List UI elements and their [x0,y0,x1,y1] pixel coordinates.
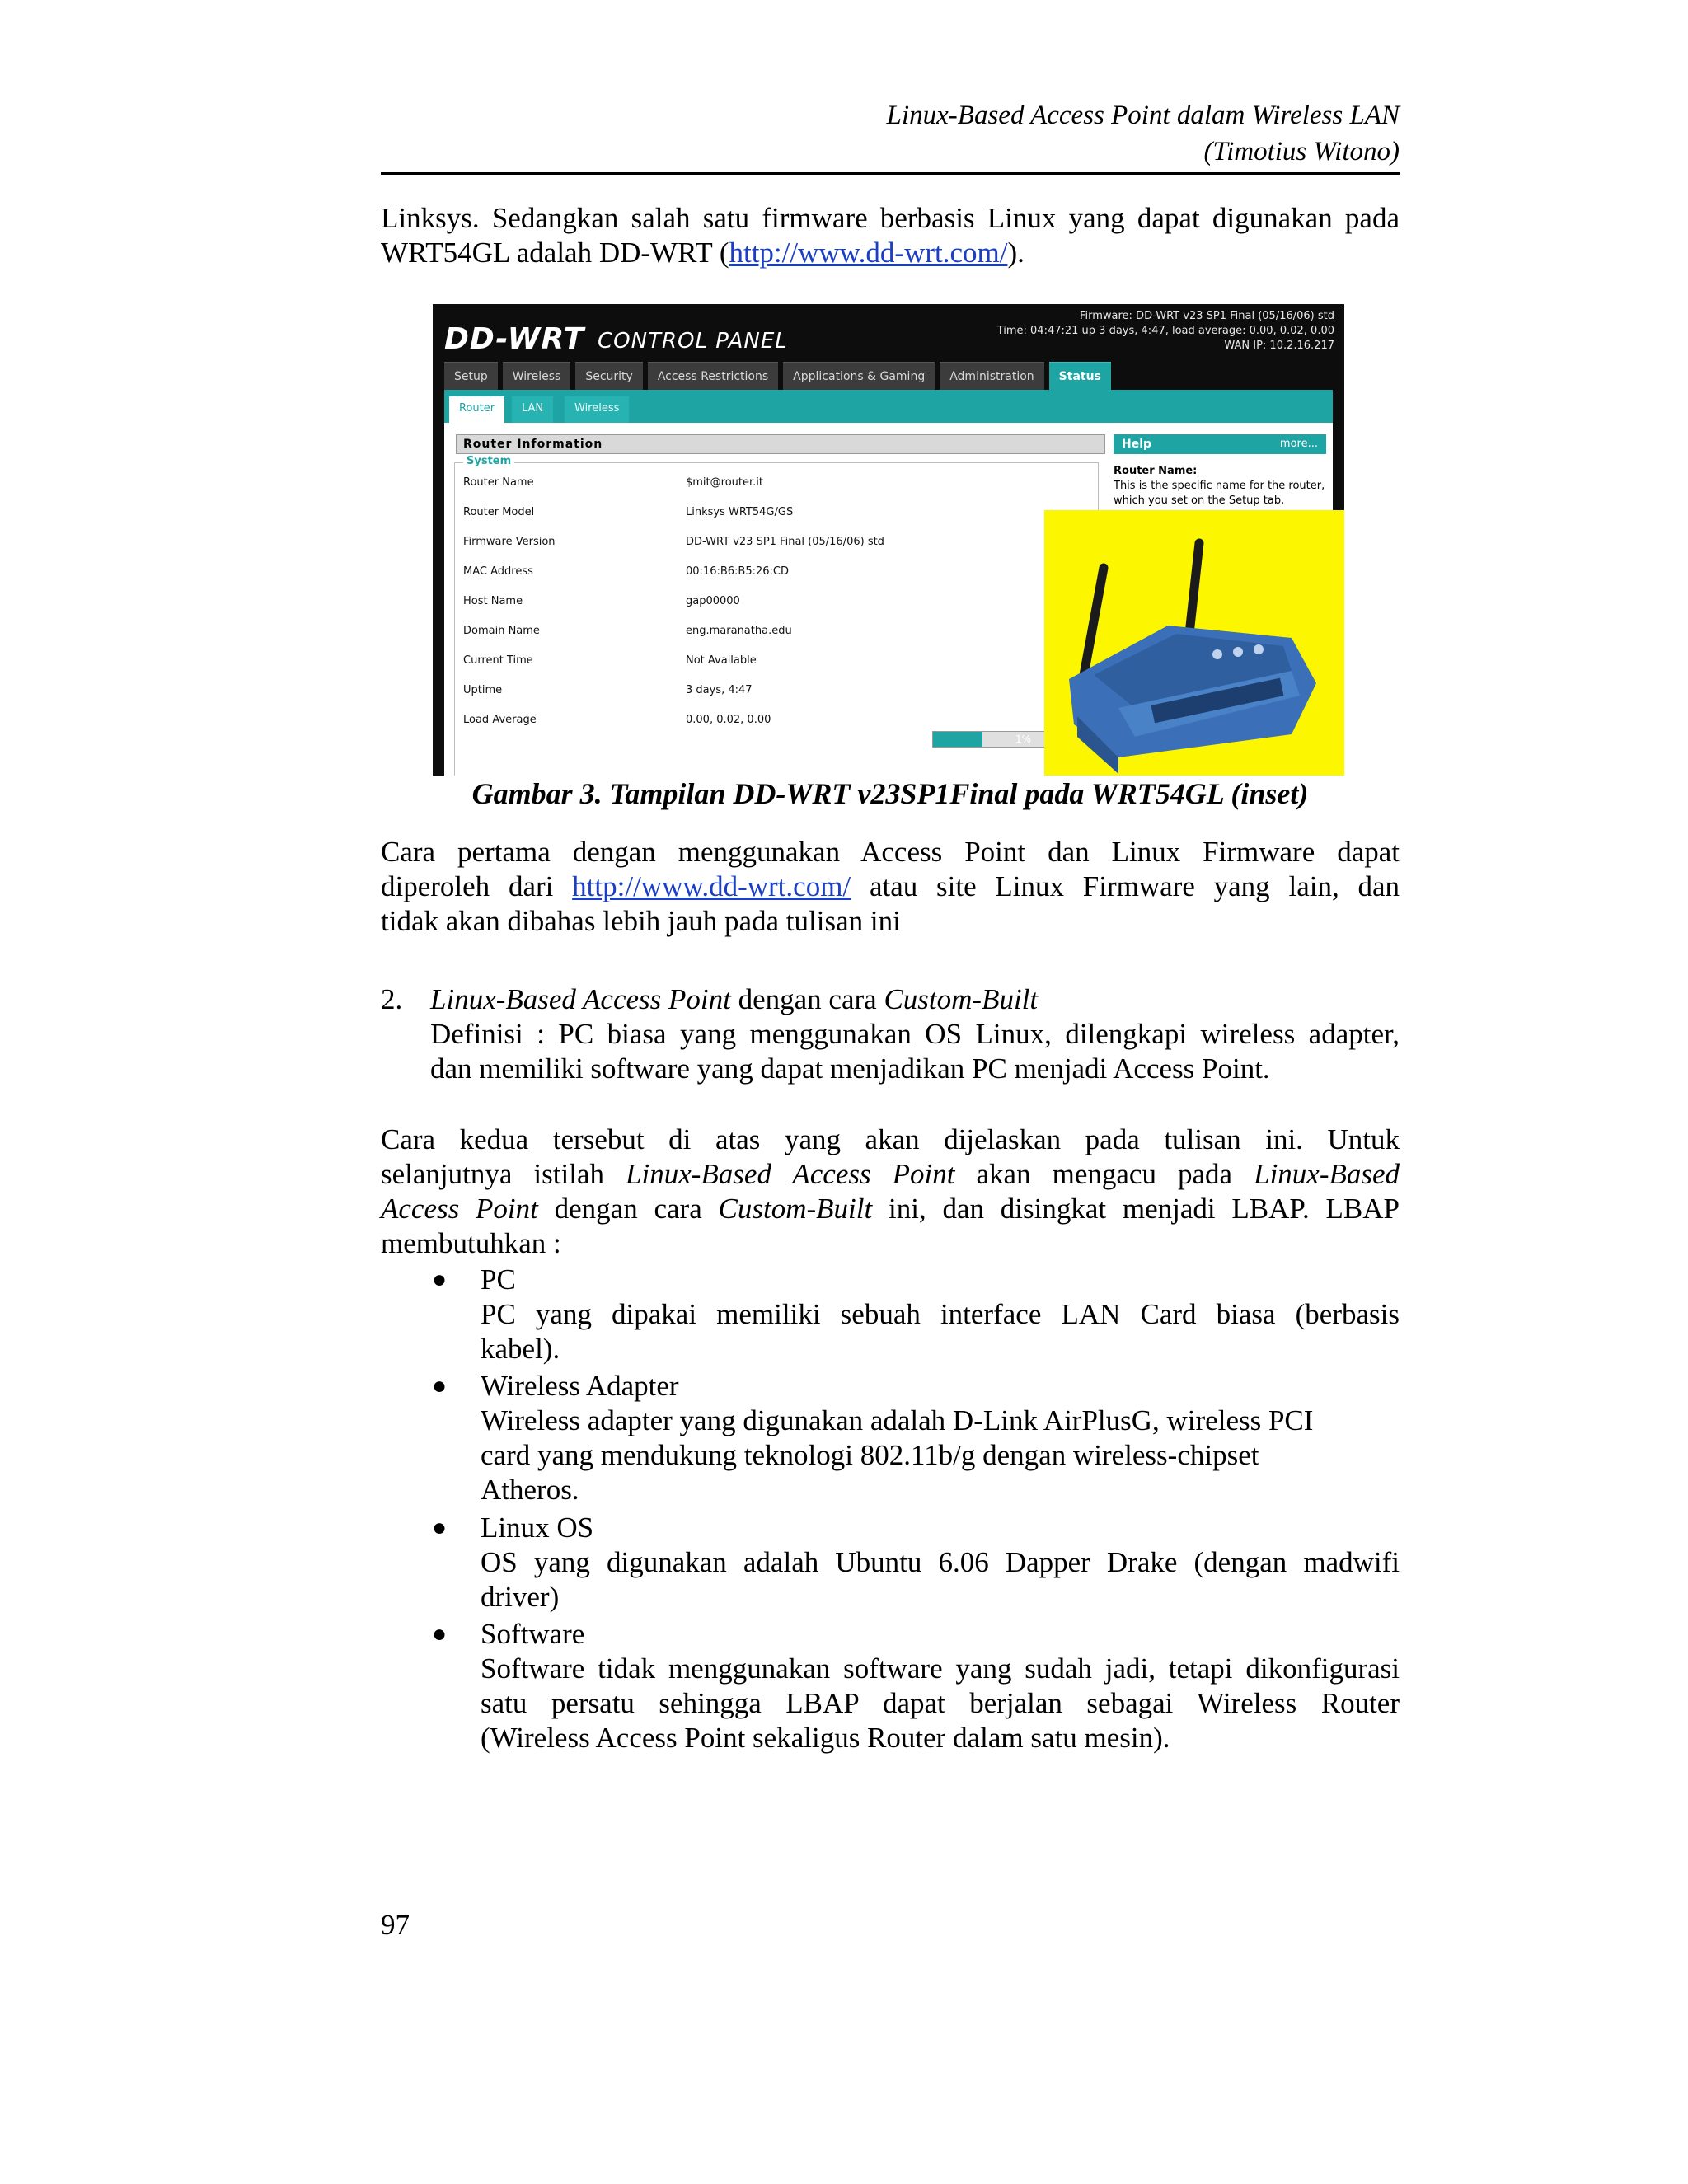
help-header [1114,434,1326,454]
system-fieldset [454,455,1099,776]
figure-caption: Gambar 3. Tampilan DD-WRT v23SP1Final pada WRT54GL (inset) [471,777,1309,810]
ddwrt-screenshot-figure [433,304,1344,776]
item2-block [430,982,1400,1086]
subtab-router[interactable]: Router [449,396,504,423]
paragraph-2 [381,1122,1400,1261]
row-key: Router Name [463,476,534,489]
header-title: Linux-Based Access Point dalam Wireless LAN [886,101,1400,130]
intro-line-1: Linksys. Sedangkan salah satu firmware berbasis Linux yang dapat digunakan pada [381,202,1400,234]
para2-mid: akan mengacu pada [976,1158,1233,1190]
row-key: Router Model [463,506,535,518]
tab-applications-gaming[interactable]: Applications & Gaming [783,362,935,390]
header-author: (Timotius Witono) [1203,137,1400,166]
tab-setup[interactable]: Setup [444,362,498,390]
bullet-line: satu persatu sehingga LBAP dapat berjalan sebagai Wireless Router [481,1687,1400,1719]
bullet-line: driver) [481,1581,560,1613]
intro-text-end: ). [1007,237,1025,269]
bullet-icon: ● [432,1372,448,1399]
main-tabs [444,362,1111,390]
bullet-title: Software [481,1618,585,1650]
row-key: Load Average [463,714,537,726]
list-number: 2. [381,983,403,1015]
bullet-line: OS yang digunakan adalah Ubuntu 6.06 Dapper Drake (dengan madwifi [481,1546,1400,1578]
para2-l3-em2: Custom-Built [718,1193,873,1225]
row-value: 00:16:B6:B5:26:CD [686,565,789,578]
row-value: $mit@router.it [686,476,763,489]
bullet-title: Linux OS [481,1511,594,1544]
bullet-item-wireless-adapter [481,1369,1400,1507]
subtab-wireless[interactable]: Wireless [565,396,629,423]
para1-text: diperoleh dari [381,870,554,902]
firmware-info [997,309,1334,354]
bullet-line: Wireless adapter yang digunakan adalah D-Link AirPlusG, wireless PCI [481,1404,1314,1436]
intro-paragraph [381,201,1400,270]
para1-text-end: atau site Linux Firmware yang lain, dan [869,870,1400,902]
bullet-line: PC yang dipakai memiliki sebuah interface LAN Card biasa (berbasis [481,1298,1400,1330]
tab-wireless[interactable]: Wireless [503,362,571,390]
row-key: Domain Name [463,625,540,637]
para1-line-2 [381,869,1400,904]
tab-access-restrictions[interactable]: Access Restrictions [648,362,778,390]
subtab-lan[interactable]: LAN [512,396,553,423]
router-illustration [1044,510,1344,776]
ddwrt-link-2[interactable]: http://www.dd-wrt.com/ [572,870,851,902]
ddwrt-link[interactable]: http://www.dd-wrt.com/ [729,237,1008,269]
control-panel-label: CONTROL PANEL [598,329,788,354]
row-value: eng.maranatha.edu [686,625,792,637]
wan-ip-line: WAN IP: 10.2.16.217 [1224,340,1334,352]
bullet-line: Atheros. [481,1474,579,1506]
row-key: Firmware Version [463,536,556,548]
para2-line-4: membutuhkan : [381,1227,561,1259]
section-title: Router Information [456,434,1105,454]
bullet-icon: ● [432,1620,448,1647]
bullet-line: Software tidak menggunakan software yang sudah jadi, tetapi dikonfigurasi [481,1652,1400,1685]
row-key: Uptime [463,684,503,696]
help-more-link[interactable]: more... [1279,438,1318,450]
bullet-item-pc [481,1263,1400,1366]
para2-l3-em: Access Point [381,1193,538,1225]
running-header [887,97,1400,170]
tab-status[interactable]: Status [1049,362,1111,390]
bullet-item-software [481,1617,1400,1755]
help-heading: Router Name: [1114,465,1198,477]
help-text [1114,464,1328,509]
bullet-item-linux-os [481,1511,1400,1615]
bullet-line: card yang mendukung teknologi 802.11b/g dengan wireless-chipset [481,1439,1259,1471]
para1-line-3: tidak akan dibahas lebih jauh pada tulisan ini [381,905,901,937]
time-line: Time: 04:47:21 up 3 days, 4:47, load average: 0.00, 0.02, 0.00 [996,325,1334,337]
row-value: 3 days, 4:47 [686,684,753,696]
intro-text: WRT54GL adalah DD-WRT ( [381,237,729,269]
bullet-line: kabel). [481,1333,560,1365]
bullet-icon: ● [432,1266,448,1293]
subtab-bar [444,390,1333,423]
para2-line-3 [381,1192,1400,1226]
item2-def-1: Definisi : PC biasa yang menggunakan OS Linux, dilengkapi wireless adapter, [430,1018,1400,1050]
load-meter-fill [933,732,982,747]
row-key: Host Name [463,595,523,607]
paragraph-1 [381,835,1400,939]
para2-l3-mid: dengan cara [554,1193,702,1225]
help-title: Help [1122,438,1152,451]
para2-l3-post: ini, dan disingkat menjadi LBAP. LBAP [888,1193,1400,1225]
para1-line-1: Cara pertama dengan menggunakan Access Point dan Linux Firmware dapat [381,836,1400,868]
bullet-icon: ● [432,1514,448,1541]
row-key: Current Time [463,654,533,667]
load-meter-label: 1% [1015,733,1032,745]
help-body: This is the specific name for the router, which you set on the Setup tab. [1114,480,1325,507]
tab-security[interactable]: Security [575,362,643,390]
row-value: Not Available [686,654,757,667]
para2-em2: Linux-Based [1254,1158,1400,1190]
row-key: MAC Address [463,565,533,578]
para2-em: Linux-Based Access Point [626,1158,955,1190]
row-value: 0.00, 0.02, 0.00 [686,714,771,726]
intro-line-2 [381,236,1400,270]
header-rule [381,172,1400,175]
page-number: 97 [381,1909,410,1941]
firmware-line: Firmware: DD-WRT v23 SP1 Final (05/16/06) std [1079,310,1334,322]
bullet-title: PC [481,1263,516,1296]
bullet-line: (Wireless Access Point sekaligus Router dalam satu mesin). [481,1722,1170,1754]
bullet-title: Wireless Adapter [481,1370,679,1402]
router-inset-photo [1044,510,1344,776]
tab-administration[interactable]: Administration [940,362,1043,390]
item2-title [430,982,1400,1017]
item2-def-2: dan memiliki software yang dapat menjadikan PC menjadi Access Point. [430,1052,1270,1085]
system-legend: System [463,455,514,467]
para2-line-2 [381,1157,1400,1192]
row-value: Linksys WRT54G/GS [686,506,794,518]
item2-title-em: Linux-Based Access Point [430,983,731,1015]
ddwrt-logo: DD-WRT [444,322,585,356]
para2-line-1: Cara kedua tersebut di atas yang akan dijelaskan pada tulisan ini. Untuk [381,1123,1400,1155]
item2-title-em2: Custom-Built [884,983,1039,1015]
item2-title-mid: dengan cara [738,983,877,1015]
row-value: DD-WRT v23 SP1 Final (05/16/06) std [686,536,884,548]
row-value: gap00000 [686,595,740,607]
para2-text: selanjutnya istilah [381,1158,604,1190]
